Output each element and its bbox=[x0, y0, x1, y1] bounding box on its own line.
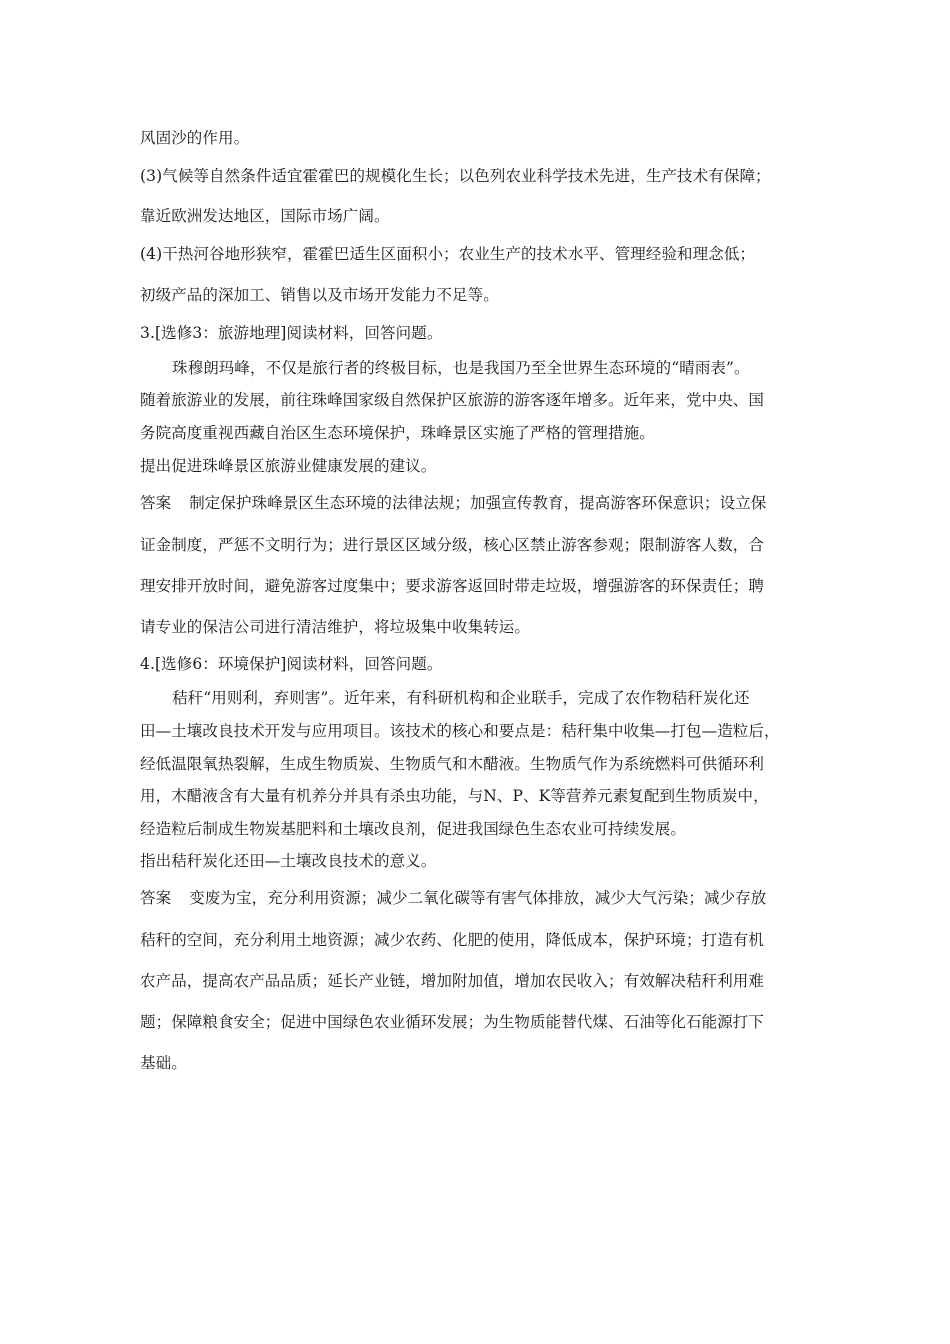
material-line: 珠穆朗玛峰，不仅是旅行者的终极目标，也是我国乃至全世界生态环境的“晴雨表”。 bbox=[172, 359, 750, 377]
answer-line: 秸秆的空间，充分利用土地资源；减少农药、化肥的使用，降低成本，保护环境；打造有机 bbox=[140, 931, 765, 949]
text-line: (3)气候等自然条件适宜霍霍巴的规模化生长；以色列农业科学技术先进，生产技术有保障； bbox=[140, 167, 771, 185]
question-prompt: 提出促进珠峰景区旅游业健康发展的建议。 bbox=[140, 457, 437, 475]
material-line: 用，木醋液含有大量有机养分并具有杀虫功能，与N、P、K等营养元素复配到生物质炭中， bbox=[140, 787, 769, 805]
answer-line bbox=[140, 493, 820, 513]
material-line: 秸秆“用则利，弃则害”。近年来，有科研机构和企业联手，完成了农作物秸秆炭化还 bbox=[172, 689, 750, 707]
material-line: 务院高度重视西藏自治区生态环境保护，珠峰景区实施了严格的管理措施。 bbox=[140, 424, 655, 442]
text-line: 风固沙的作用。 bbox=[140, 129, 250, 147]
text-line: (4)干热河谷地形狭窄，霍霍巴适生区面积小；农业生产的技术水平、管理经验和理念低； bbox=[140, 245, 756, 263]
question-heading: 4.[选修6：环境保护]阅读材料，回答问题。 bbox=[140, 655, 443, 673]
material-line: 经低温限氧热裂解，生成生物质炭、生物质气和木醋液。生物质气作为系统燃料可供循环利 bbox=[140, 755, 765, 773]
material-line: 经造粒后制成生物炭基肥料和土壤改良剂，促进我国绿色生态农业可持续发展。 bbox=[140, 820, 687, 838]
question-prompt: 指出秸秆炭化还田—土壤改良技术的意义。 bbox=[140, 852, 437, 870]
text-line: 靠近欧洲发达地区，国际市场广阔。 bbox=[140, 207, 390, 225]
answer-label: 答案 bbox=[140, 494, 172, 512]
answer-line: 农产品，提高农产品品质；延长产业链，增加附加值，增加农民收入；有效解决秸秆利用难 bbox=[140, 972, 765, 990]
material-line: 随着旅游业的发展，前往珠峰国家级自然保护区旅游的游客逐年增多。近年来，党中央、国 bbox=[140, 391, 765, 409]
text-line: 初级产品的深加工、销售以及市场开发能力不足等。 bbox=[140, 286, 499, 304]
answer-line: 基础。 bbox=[140, 1054, 187, 1072]
answer-text: 制定保护珠峰景区生态环境的法律法规；加强宣传教育，提高游客环保意识；设立保 bbox=[189, 494, 767, 512]
answer-text: 变废为宝，充分利用资源；减少二氧化碳等有害气体排放，减少大气污染；减少存放 bbox=[189, 889, 767, 907]
answer-line: 请专业的保洁公司进行清洁维护，将垃圾集中收集转运。 bbox=[140, 618, 531, 636]
answer-line bbox=[140, 888, 820, 908]
answer-line: 题；保障粮食安全；促进中国绿色农业循环发展；为生物质能替代煤、石油等化石能源打下 bbox=[140, 1013, 765, 1031]
material-line: 田—土壤改良技术开发与应用项目。该技术的核心和要点是：秸秆集中收集—打包—造粒后， bbox=[140, 722, 780, 740]
answer-line: 证金制度，严惩不文明行为；进行景区区域分级，核心区禁止游客参观；限制游客人数，合 bbox=[140, 536, 765, 554]
answer-label: 答案 bbox=[140, 889, 172, 907]
question-heading: 3.[选修3：旅游地理]阅读材料，回答问题。 bbox=[140, 324, 443, 342]
answer-line: 理安排开放时间，避免游客过度集中；要求游客返回时带走垃圾，增强游客的环保责任；聘 bbox=[140, 577, 765, 595]
